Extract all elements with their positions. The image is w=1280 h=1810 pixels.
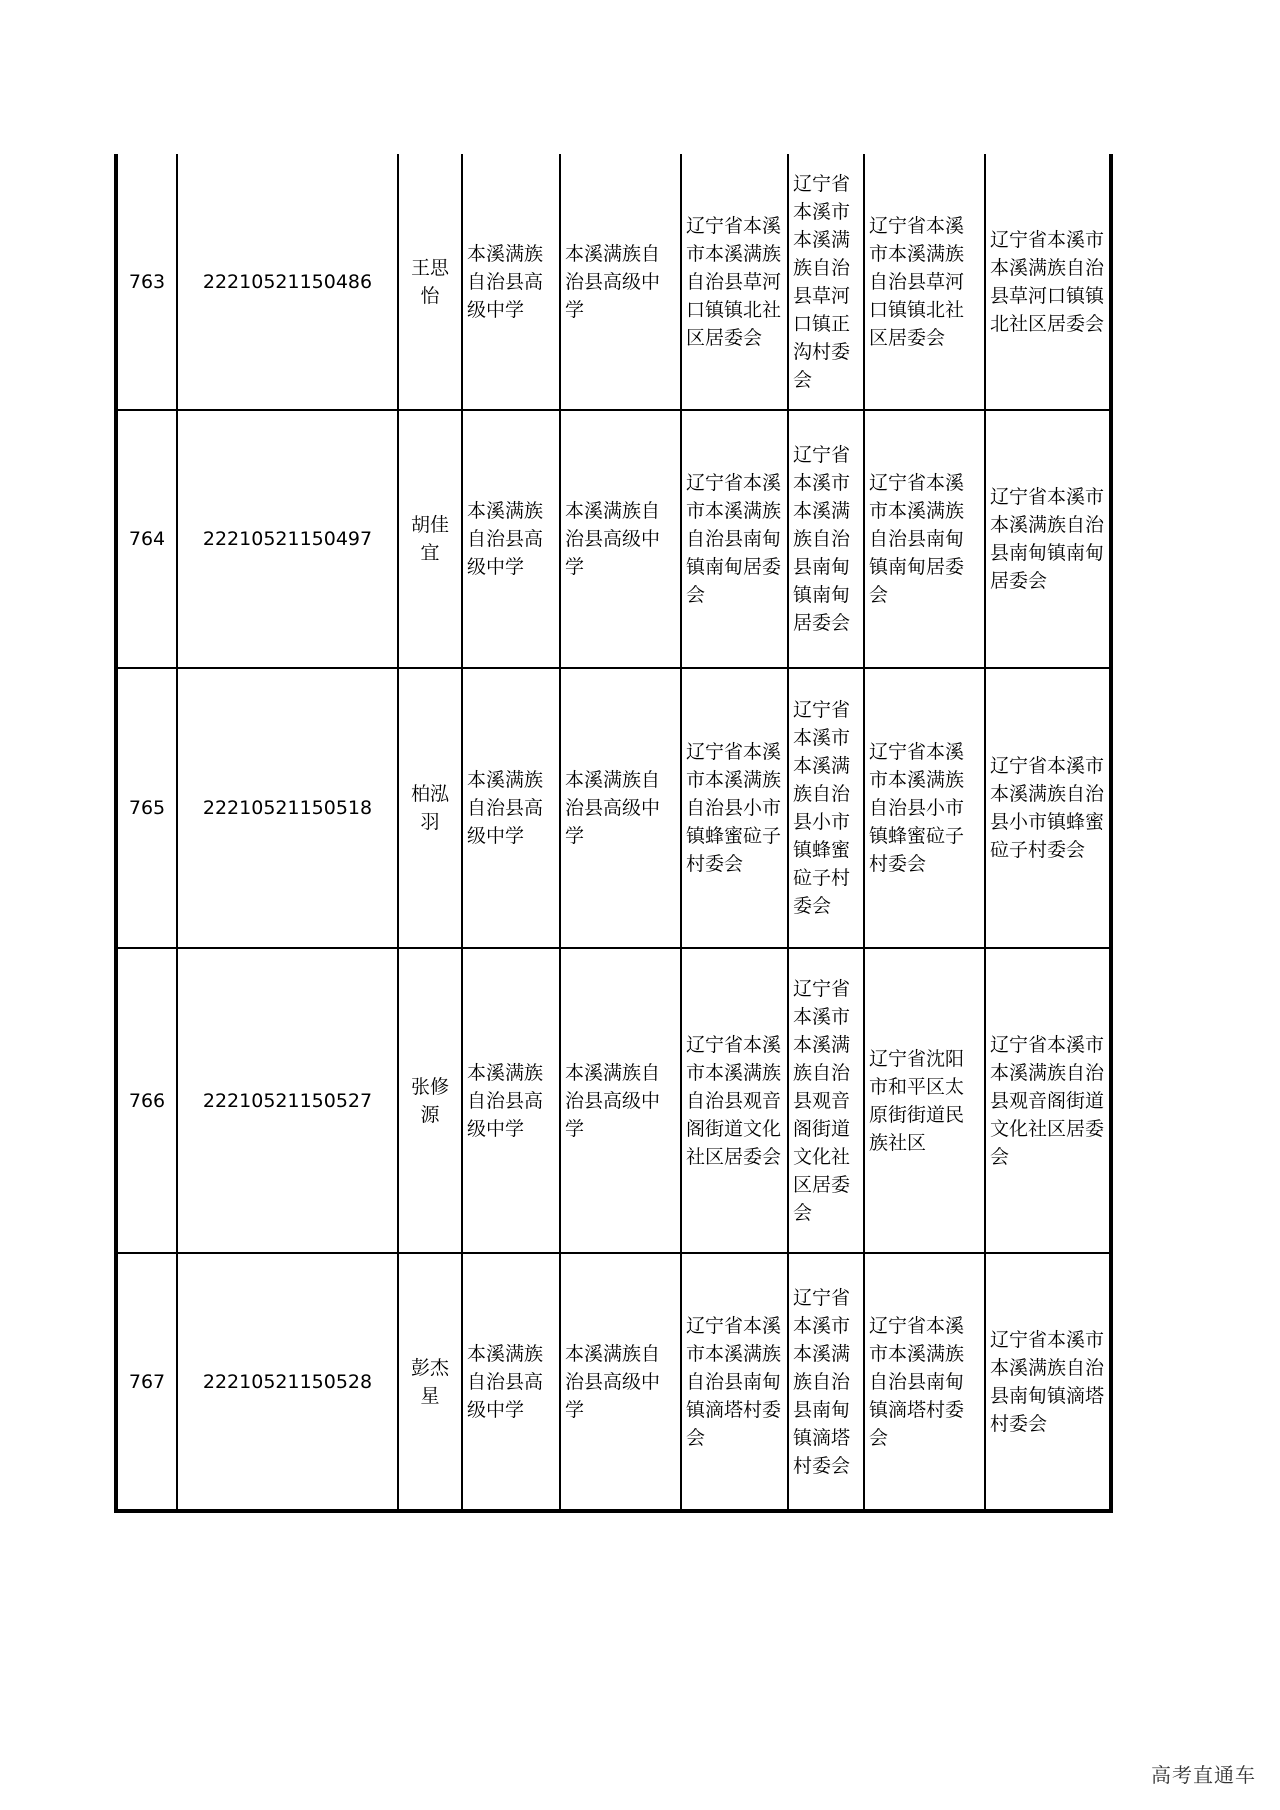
school-cell: 本溪满族自治县高级中学 [560,410,681,668]
student-name-cell: 王思怡 [398,154,462,410]
school-cell: 本溪满族自治县高级中学 [560,668,681,948]
table-row [116,1253,1111,1511]
address-cell: 辽宁省本溪市本溪满族自治县南甸镇滴塔村委会 [864,1253,985,1511]
address-cell: 辽宁省本溪市本溪满族自治县观音阁街道文化社区居委会 [681,948,788,1253]
roster-sheet [114,154,1109,1513]
address-cell: 辽宁省本溪市本溪满族自治县南甸镇南甸居委会 [985,410,1111,668]
address-cell: 辽宁省本溪市本溪满族自治县草河口镇镇北社区居委会 [985,154,1111,410]
watermark-text: 高考直通车 [1151,1763,1256,1787]
address-cell: 辽宁省本溪市本溪满族自治县小市镇蜂蜜砬子村委会 [864,668,985,948]
table-row [116,410,1111,668]
roster-table [114,154,1113,1513]
school-cell: 本溪满族自治县高级中学 [462,948,560,1253]
school-cell: 本溪满族自治县高级中学 [560,948,681,1253]
row-index-cell: 767 [116,1253,177,1511]
school-cell: 本溪满族自治县高级中学 [462,668,560,948]
address-cell: 辽宁省本溪市本溪满族自治县南甸镇南甸居委会 [788,410,864,668]
address-cell: 辽宁省本溪市本溪满族自治县小市镇蜂蜜砬子村委会 [985,668,1111,948]
address-cell: 辽宁省本溪市本溪满族自治县草河口镇镇北社区居委会 [864,154,985,410]
address-cell: 辽宁省本溪市本溪满族自治县草河口镇正沟村委会 [788,154,864,410]
address-cell: 辽宁省本溪市本溪满族自治县草河口镇镇北社区居委会 [681,154,788,410]
address-cell: 辽宁省本溪市本溪满族自治县小市镇蜂蜜砬子村委会 [681,668,788,948]
school-cell: 本溪满族自治县高级中学 [462,1253,560,1511]
student-name-cell: 柏泓羽 [398,668,462,948]
student-name-cell: 彭杰星 [398,1253,462,1511]
table-row [116,668,1111,948]
address-cell: 辽宁省本溪市本溪满族自治县观音阁街道文化社区居委会 [985,948,1111,1253]
address-cell: 辽宁省本溪市本溪满族自治县南甸镇南甸居委会 [681,410,788,668]
exam-id-cell: 22210521150518 [177,668,398,948]
exam-id-cell: 22210521150528 [177,1253,398,1511]
address-cell: 辽宁省本溪市本溪满族自治县南甸镇南甸居委会 [864,410,985,668]
exam-id-cell: 22210521150486 [177,154,398,410]
address-cell: 辽宁省本溪市本溪满族自治县观音阁街道文化社区居委会 [788,948,864,1253]
school-cell: 本溪满族自治县高级中学 [560,1253,681,1511]
exam-id-cell: 22210521150527 [177,948,398,1253]
table-row [116,154,1111,410]
student-name-cell: 张修源 [398,948,462,1253]
exam-id-cell: 22210521150497 [177,410,398,668]
address-cell: 辽宁省本溪市本溪满族自治县小市镇蜂蜜砬子村委会 [788,668,864,948]
school-cell: 本溪满族自治县高级中学 [462,410,560,668]
address-cell: 辽宁省本溪市本溪满族自治县南甸镇滴塔村委会 [681,1253,788,1511]
school-cell: 本溪满族自治县高级中学 [560,154,681,410]
address-cell: 辽宁省本溪市本溪满族自治县南甸镇滴塔村委会 [788,1253,864,1511]
student-name-cell: 胡佳宜 [398,410,462,668]
row-index-cell: 763 [116,154,177,410]
table-row [116,948,1111,1253]
row-index-cell: 766 [116,948,177,1253]
address-cell: 辽宁省本溪市本溪满族自治县南甸镇滴塔村委会 [985,1253,1111,1511]
school-cell: 本溪满族自治县高级中学 [462,154,560,410]
address-cell: 辽宁省沈阳市和平区太原街街道民族社区 [864,948,985,1253]
row-index-cell: 765 [116,668,177,948]
row-index-cell: 764 [116,410,177,668]
